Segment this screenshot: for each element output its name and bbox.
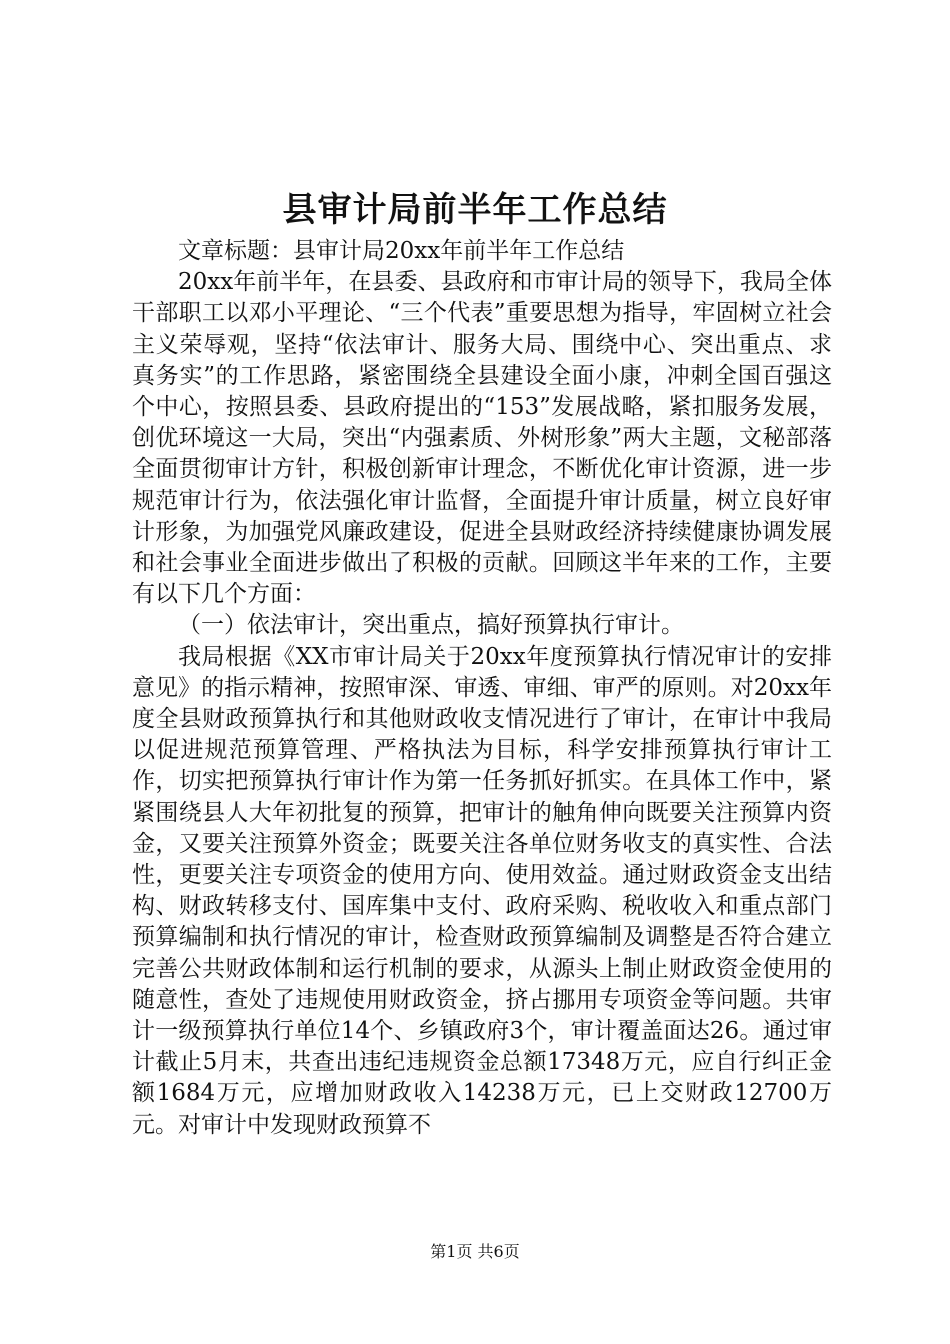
article-title-line: 文章标题：县审计局20xx年前半年工作总结 bbox=[178, 238, 625, 264]
paragraph-intro: 20xx年前半年，在县委、县政府和市审计局的领导下，我局全体干部职工以邓小平理论、“三个代表”重要思想为指导，牢固树立社会主义荣辱观，坚持“依法审计、服务大局、围绕中心、突出重点、求真务实”的工作思路，紧密围绕全县建设全面小康，冲刺全国百强这个中心，按照县委、县政府提出的“153”发展战略，紧扣服务发展，创优环境这一大局，突出“内强素质、外树形象”两大主题，文秘部落全面贯彻审计方针，积极创新审计理念，不断优化审计资源，进一步规范审计行为，依法强化审计监督，全面提升审计质量，树立良好审计形象，为加强党风廉政建设，促进全县财政经济持续健康协调发展和社会事业全面进步做出了积极的贡献。回顾这半年来的工作，主要有以下几个方面： bbox=[132, 269, 832, 608]
page-footer: 第1页 共6页 bbox=[430, 1242, 520, 1261]
document-title: 县审计局前半年工作总结 bbox=[282, 190, 668, 230]
document-body bbox=[132, 236, 832, 1141]
paragraph-budget-audit: 我局根据《XX市审计局关于20xx年度预算执行情况审计的安排意见》的指示精神，按照审深、审透、审细、审严的原则。对20xx年度全县财政预算执行和其他财政收支情况进行了审计，在审计中我局以促进规范预算管理、严格执法为目标，科学安排预算执行审计工作，切实把预算执行审计作为第一任务抓好抓实。在具体工作中，紧紧围绕县人大年初批复的预算，把审计的触角伸向既要关注预算内资金，又要关注预算外资金；既要关注各单位财务收支的真实性、合法性，更要关注专项资金的使用方向、使用效益。通过财政资金支出结构、财政转移支付、国库集中支付、政府采购、税收收入和重点部门预算编制和执行情况的审计，检查财政预算编制及调整是否符合建立完善公共财政体制和运行机制的要求，从源头上制止财政资金使用的随意性，查处了违规使用财政资金，挤占挪用专项资金等问题。共审计一级预算执行单位14个、乡镇政府3个，审计覆盖面达26。通过审计截止5月末，共查出违纪违规资金总额17348万元，应自行纠正金额1684万元，应增加财政收入14238万元，已上交财政12700万元。对审计中发现财政预算不 bbox=[132, 643, 832, 1138]
section-heading-1: （一）依法审计，突出重点，搞好预算执行审计。 bbox=[178, 612, 684, 639]
